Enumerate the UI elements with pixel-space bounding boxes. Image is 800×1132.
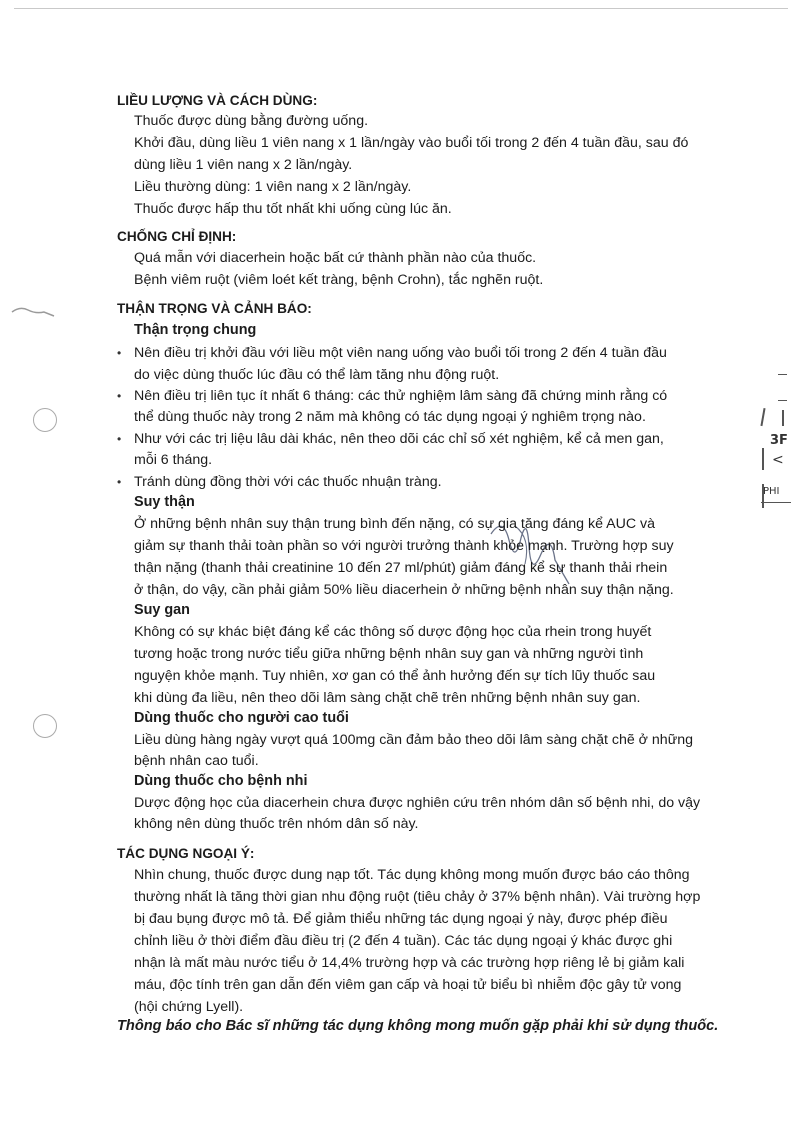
- text-line: Tránh dùng đồng thời với các thuốc nhuận tràng.: [134, 474, 442, 490]
- bullet-icon: •: [117, 346, 122, 360]
- heading-tac-dung-ngoai-y: TÁC DỤNG NGOẠI Ý:: [117, 846, 255, 861]
- text-line: Quá mẫn với diacerhein hoặc bất cứ thành phần nào của thuốc.: [134, 250, 537, 266]
- text-line: không nên dùng thuốc trên nhóm dân số này.: [134, 816, 419, 832]
- text-line: (hội chứng Lyell).: [134, 999, 244, 1015]
- text-line: thường nhất là tăng thời gian nhu động ruột (tiêu chảy ở 37% bệnh nhân). Vài trường hợp: [134, 889, 701, 905]
- text-line: dùng liều 1 viên nang x 2 lần/ngày.: [134, 157, 353, 173]
- heading-chong-chi-dinh: CHỐNG CHỈ ĐỊNH:: [117, 229, 237, 244]
- text-line: bị đau bụng được mô tả. Để giảm thiểu những tác dụng ngoại ý này, được phép điều: [134, 911, 668, 927]
- text-line: bệnh nhân cao tuổi.: [134, 753, 259, 769]
- text-line: Thuốc được dùng bằng đường uống.: [134, 113, 369, 129]
- margin-scribble-icon: [10, 300, 58, 320]
- text-line: Nhìn chung, thuốc được dung nạp tốt. Tác dụng không mong muốn được báo cáo thông: [134, 867, 690, 883]
- heading-than-trong: THẬN TRỌNG VÀ CẢNH BÁO:: [117, 301, 312, 316]
- text-line: Như với các trị liệu lâu dài khác, nên theo dõi các chỉ số xét nghiệm, kể cả men gan,: [134, 431, 664, 447]
- text-line: Nên điều trị khởi đầu với liều một viên nang uống vào buổi tối trong 2 đến 4 tuần đầu: [134, 345, 667, 361]
- subheading-suy-gan: Suy gan: [134, 602, 190, 618]
- punch-hole-icon: [33, 714, 57, 738]
- bullet-icon: •: [117, 389, 122, 403]
- text-line: mỗi 6 tháng.: [134, 452, 213, 468]
- heading-lieu-luong: LIỀU LƯỢNG VÀ CÁCH DÙNG:: [117, 93, 318, 108]
- text-line: Bệnh viêm ruột (viêm loét kết tràng, bệnh Crohn), tắc nghẽn ruột.: [134, 272, 544, 288]
- subheading-benh-nhi: Dùng thuốc cho bệnh nhi: [134, 773, 308, 789]
- bullet-icon: •: [117, 475, 122, 489]
- text-line: máu, độc tính trên gan dẫn đến viêm gan cấp và hoại tử biểu bì nhiễm độc gây tử vong: [134, 977, 682, 993]
- subheading-than-trong-chung: Thận trọng chung: [134, 322, 257, 338]
- text-line: Nên điều trị liên tục ít nhất 6 tháng: các thử nghiệm lâm sàng đã chứng minh rằng có: [134, 388, 668, 404]
- text-line: Thuốc được hấp thu tốt nhất khi uống cùng lúc ăn.: [134, 201, 452, 217]
- bullet-icon: •: [117, 432, 122, 446]
- text-line: Không có sự khác biệt đáng kể các thông số dược động học của rhein trong huyết: [134, 624, 652, 640]
- text-line: Liều thường dùng: 1 viên nang x 2 lần/ngày.: [134, 179, 412, 195]
- text-line: khi dùng đa liều, nên theo dõi lâm sàng chặt chẽ trên những bệnh nhân suy gan.: [134, 690, 641, 706]
- margin-mark-3f: 3F: [770, 433, 788, 448]
- subheading-cao-tuoi: Dùng thuốc cho người cao tuổi: [134, 710, 349, 726]
- text-line: nguyện khỏe mạnh. Tuy nhiên, xơ gan có thể ảnh hưởng đến sự tích lũy thuốc sau: [134, 668, 656, 684]
- text-line: Ở những bệnh nhân suy thận trung bình đến nặng, có sự gia tăng đáng kể AUC và: [134, 516, 655, 532]
- margin-mark-phi: PHI: [763, 486, 780, 497]
- text-line: nhận là mất màu nước tiểu ở 14,4% trường hợp và các trường hợp riêng lẻ bị giảm kali: [134, 955, 685, 971]
- text-line: ở thận, do vậy, cần phải giảm 50% liều diacerhein ở những bệnh nhân suy thận nặng.: [134, 582, 674, 598]
- top-border-line: [14, 8, 788, 9]
- text-line: do việc dùng thuốc lúc đầu có thể làm tăng nhu động ruột.: [134, 367, 500, 383]
- text-line: chỉnh liều ở thời điểm đầu điều trị (2 đến 4 tuần). Các tác dụng ngoại ý khác được ghi: [134, 933, 673, 949]
- text-line: tương hoặc trong nước tiểu giữa những bệnh nhân suy gan và những người tình: [134, 646, 644, 662]
- text-line: giảm sự thanh thải toàn phần so với người trưởng thành khỏe mạnh. Trường hợp suy: [134, 538, 674, 554]
- text-line: Khởi đầu, dùng liều 1 viên nang x 1 lần/ngày vào buổi tối trong 2 đến 4 tuần đầu, sau đó: [134, 135, 689, 151]
- punch-hole-icon: [33, 408, 57, 432]
- subheading-suy-than: Suy thận: [134, 494, 195, 510]
- doctor-notice: Thông báo cho Bác sĩ những tác dụng không mong muốn gặp phải khi sử dụng thuốc.: [117, 1018, 719, 1034]
- text-line: Liều dùng hàng ngày vượt quá 100mg cần đảm bảo theo dõi lâm sàng chặt chẽ ở những: [134, 732, 693, 748]
- text-line: thể dùng thuốc này trong 2 năm mà không có tác dụng ngoại ý nghiêm trọng nào.: [134, 409, 646, 425]
- text-line: thận nặng (thanh thải creatinine 10 đến 27 ml/phút) giảm đáng kể sự thanh thải rhein: [134, 560, 668, 576]
- text-line: Dược động học của diacerhein chưa được nghiên cứu trên nhóm dân số bệnh nhi, do vậy: [134, 795, 701, 811]
